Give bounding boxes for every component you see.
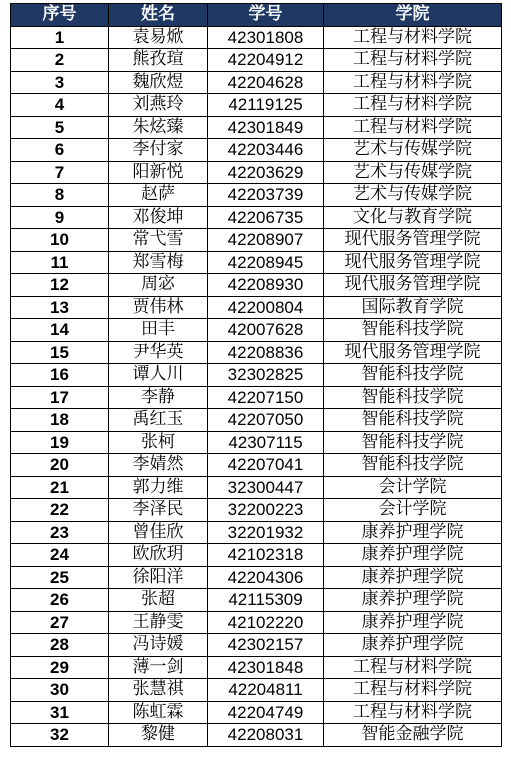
cell-student-id: 32300447 <box>208 476 324 499</box>
cell-seq: 6 <box>11 139 109 162</box>
cell-name: 田丰 <box>109 319 208 342</box>
cell-student-id: 42119125 <box>208 94 324 117</box>
cell-name: 陈虹霖 <box>109 701 208 724</box>
cell-name: 郭力维 <box>109 476 208 499</box>
table-row <box>11 71 502 94</box>
cell-name: 薄一剑 <box>109 656 208 679</box>
table-row <box>11 656 502 679</box>
table-row <box>11 386 502 409</box>
table-row <box>11 499 502 522</box>
cell-name: 贾伟林 <box>109 296 208 319</box>
cell-name: 熊孜瑄 <box>109 49 208 72</box>
table-row <box>11 184 502 207</box>
cell-name: 徐阳洋 <box>109 566 208 589</box>
cell-college: 现代服务管理学院 <box>324 341 502 364</box>
table-row <box>11 679 502 702</box>
cell-name: 常弋雪 <box>109 229 208 252</box>
table-row <box>11 589 502 612</box>
cell-name: 邓俊坤 <box>109 206 208 229</box>
cell-seq: 31 <box>11 701 109 724</box>
table-row <box>11 49 502 72</box>
cell-student-id: 32302825 <box>208 364 324 387</box>
cell-college: 智能金融学院 <box>324 724 502 747</box>
cell-student-id: 42208930 <box>208 274 324 297</box>
table-row <box>11 341 502 364</box>
cell-student-id: 42007628 <box>208 319 324 342</box>
table-body <box>11 26 502 746</box>
cell-name: 李泽民 <box>109 499 208 522</box>
cell-seq: 14 <box>11 319 109 342</box>
cell-name: 赵萨 <box>109 184 208 207</box>
cell-seq: 10 <box>11 229 109 252</box>
cell-student-id: 42207050 <box>208 409 324 432</box>
table-row <box>11 566 502 589</box>
cell-student-id: 42208836 <box>208 341 324 364</box>
cell-student-id: 42204912 <box>208 49 324 72</box>
cell-name: 尹华英 <box>109 341 208 364</box>
cell-seq: 25 <box>11 566 109 589</box>
header-name: 姓名 <box>109 4 208 27</box>
cell-name: 禹红玉 <box>109 409 208 432</box>
cell-college: 智能科技学院 <box>324 409 502 432</box>
table-row <box>11 251 502 274</box>
cell-student-id: 42307115 <box>208 431 324 454</box>
cell-student-id: 42208907 <box>208 229 324 252</box>
cell-student-id: 42207041 <box>208 454 324 477</box>
cell-seq: 24 <box>11 544 109 567</box>
cell-name: 张超 <box>109 589 208 612</box>
cell-college: 工程与材料学院 <box>324 701 502 724</box>
cell-name: 李静 <box>109 386 208 409</box>
cell-college: 艺术与传媒学院 <box>324 161 502 184</box>
cell-seq: 11 <box>11 251 109 274</box>
student-roster-table <box>10 3 502 747</box>
table-row <box>11 161 502 184</box>
cell-college: 工程与材料学院 <box>324 679 502 702</box>
table-row <box>11 229 502 252</box>
table-row <box>11 26 502 49</box>
cell-college: 工程与材料学院 <box>324 656 502 679</box>
cell-name: 李婧然 <box>109 454 208 477</box>
cell-seq: 20 <box>11 454 109 477</box>
cell-student-id: 42301808 <box>208 26 324 49</box>
cell-name: 王静雯 <box>109 611 208 634</box>
cell-college: 工程与材料学院 <box>324 71 502 94</box>
table-row <box>11 521 502 544</box>
table-row <box>11 296 502 319</box>
table-row <box>11 431 502 454</box>
cell-seq: 16 <box>11 364 109 387</box>
cell-seq: 32 <box>11 724 109 747</box>
cell-college: 国际教育学院 <box>324 296 502 319</box>
cell-college: 文化与教育学院 <box>324 206 502 229</box>
cell-college: 智能科技学院 <box>324 319 502 342</box>
cell-student-id: 32200223 <box>208 499 324 522</box>
cell-college: 康养护理学院 <box>324 634 502 657</box>
cell-student-id: 42206735 <box>208 206 324 229</box>
cell-student-id: 42200804 <box>208 296 324 319</box>
cell-name: 张柯 <box>109 431 208 454</box>
cell-student-id: 42204306 <box>208 566 324 589</box>
cell-college: 会计学院 <box>324 476 502 499</box>
cell-name: 张慧祺 <box>109 679 208 702</box>
cell-name: 郑雪梅 <box>109 251 208 274</box>
cell-college: 智能科技学院 <box>324 454 502 477</box>
header-college: 学院 <box>324 4 502 27</box>
cell-seq: 7 <box>11 161 109 184</box>
cell-college: 康养护理学院 <box>324 521 502 544</box>
cell-student-id: 42204811 <box>208 679 324 702</box>
cell-name: 李付家 <box>109 139 208 162</box>
cell-college: 工程与材料学院 <box>324 116 502 139</box>
header-seq: 序号 <box>11 4 109 27</box>
cell-seq: 13 <box>11 296 109 319</box>
cell-college: 艺术与传媒学院 <box>324 184 502 207</box>
cell-seq: 15 <box>11 341 109 364</box>
cell-name: 黎健 <box>109 724 208 747</box>
cell-student-id: 42302157 <box>208 634 324 657</box>
cell-student-id: 42203739 <box>208 184 324 207</box>
cell-seq: 1 <box>11 26 109 49</box>
table-row <box>11 611 502 634</box>
cell-college: 智能科技学院 <box>324 364 502 387</box>
cell-college: 现代服务管理学院 <box>324 229 502 252</box>
cell-student-id: 42102318 <box>208 544 324 567</box>
cell-name: 欧欣玥 <box>109 544 208 567</box>
cell-student-id: 42203446 <box>208 139 324 162</box>
table-row <box>11 94 502 117</box>
table-row <box>11 139 502 162</box>
cell-seq: 3 <box>11 71 109 94</box>
header-student-id: 学号 <box>208 4 324 27</box>
cell-seq: 28 <box>11 634 109 657</box>
cell-seq: 30 <box>11 679 109 702</box>
cell-seq: 27 <box>11 611 109 634</box>
cell-seq: 29 <box>11 656 109 679</box>
cell-college: 康养护理学院 <box>324 544 502 567</box>
cell-student-id: 42301849 <box>208 116 324 139</box>
cell-college: 智能科技学院 <box>324 386 502 409</box>
cell-name: 曾佳欣 <box>109 521 208 544</box>
cell-student-id: 42208031 <box>208 724 324 747</box>
cell-college: 现代服务管理学院 <box>324 274 502 297</box>
cell-seq: 23 <box>11 521 109 544</box>
table-row <box>11 319 502 342</box>
cell-name: 朱炫臻 <box>109 116 208 139</box>
cell-seq: 12 <box>11 274 109 297</box>
cell-seq: 18 <box>11 409 109 432</box>
cell-seq: 19 <box>11 431 109 454</box>
cell-name: 谭人川 <box>109 364 208 387</box>
cell-student-id: 42301848 <box>208 656 324 679</box>
table-row <box>11 634 502 657</box>
cell-seq: 26 <box>11 589 109 612</box>
cell-college: 现代服务管理学院 <box>324 251 502 274</box>
cell-name: 阳新悦 <box>109 161 208 184</box>
cell-college: 工程与材料学院 <box>324 26 502 49</box>
cell-name: 魏欣煜 <box>109 71 208 94</box>
cell-seq: 22 <box>11 499 109 522</box>
cell-student-id: 32201932 <box>208 521 324 544</box>
cell-seq: 2 <box>11 49 109 72</box>
cell-college: 工程与材料学院 <box>324 49 502 72</box>
cell-seq: 5 <box>11 116 109 139</box>
cell-student-id: 42204628 <box>208 71 324 94</box>
cell-student-id: 42208945 <box>208 251 324 274</box>
cell-student-id: 42102220 <box>208 611 324 634</box>
table-row <box>11 454 502 477</box>
table-row <box>11 544 502 567</box>
cell-student-id: 42203629 <box>208 161 324 184</box>
cell-college: 康养护理学院 <box>324 589 502 612</box>
cell-seq: 4 <box>11 94 109 117</box>
cell-seq: 9 <box>11 206 109 229</box>
cell-college: 艺术与传媒学院 <box>324 139 502 162</box>
table-row <box>11 409 502 432</box>
cell-seq: 17 <box>11 386 109 409</box>
table-row <box>11 724 502 747</box>
cell-name: 袁易焮 <box>109 26 208 49</box>
cell-college: 康养护理学院 <box>324 566 502 589</box>
cell-seq: 8 <box>11 184 109 207</box>
header-row <box>11 4 502 27</box>
cell-college: 康养护理学院 <box>324 611 502 634</box>
cell-name: 冯诗媛 <box>109 634 208 657</box>
cell-name: 刘燕玲 <box>109 94 208 117</box>
table-header <box>11 4 502 27</box>
table-row <box>11 364 502 387</box>
cell-student-id: 42207150 <box>208 386 324 409</box>
cell-name: 周宓 <box>109 274 208 297</box>
cell-seq: 21 <box>11 476 109 499</box>
cell-college: 会计学院 <box>324 499 502 522</box>
table-row <box>11 701 502 724</box>
table-row <box>11 206 502 229</box>
table-row <box>11 476 502 499</box>
table-row <box>11 116 502 139</box>
cell-student-id: 42204749 <box>208 701 324 724</box>
cell-college: 工程与材料学院 <box>324 94 502 117</box>
table-row <box>11 274 502 297</box>
cell-college: 智能科技学院 <box>324 431 502 454</box>
cell-student-id: 42115309 <box>208 589 324 612</box>
